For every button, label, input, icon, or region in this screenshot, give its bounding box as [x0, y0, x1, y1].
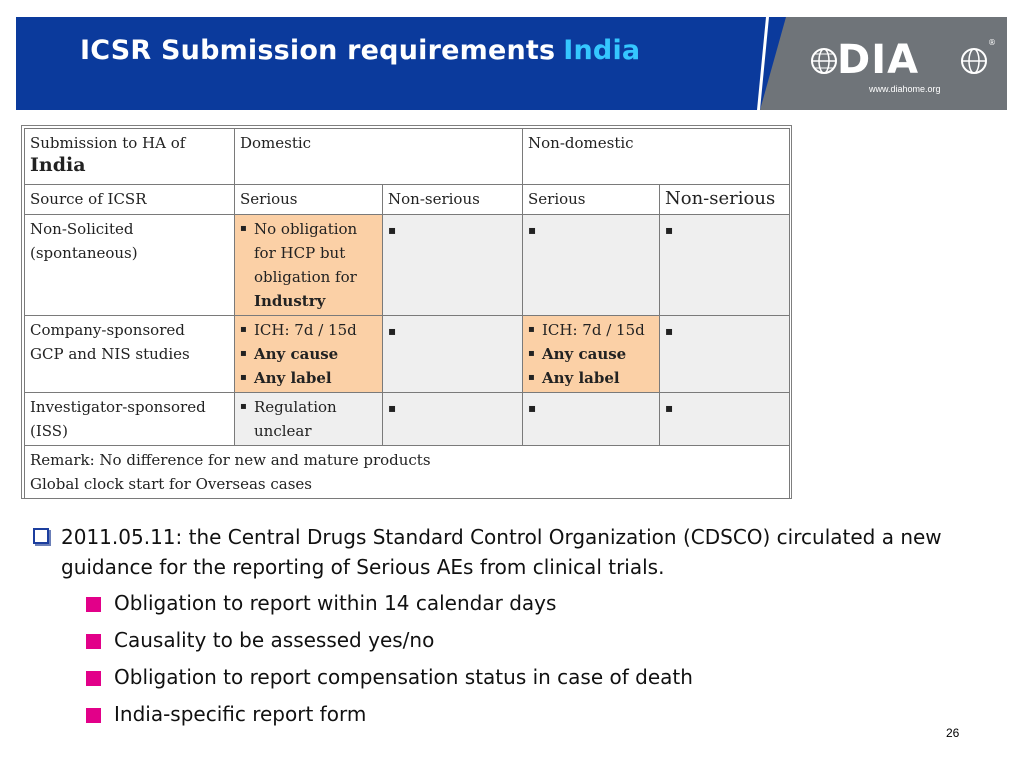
cell-bullet [528, 318, 654, 342]
table-cell [660, 316, 790, 393]
cell-text: Non-domestic [528, 134, 634, 152]
table-cell [25, 215, 235, 316]
table-cell [25, 129, 235, 185]
cell-bullet [240, 342, 377, 366]
table-row [25, 393, 790, 446]
table-cell-highlight [523, 316, 660, 393]
table-cell-highlight [235, 316, 383, 393]
sub-bullet-text: Causality to be assessed yes/no [114, 628, 435, 652]
table-cell [523, 185, 660, 215]
bullet-icon: ▪ [528, 348, 535, 359]
bullet-icon: ▪ [388, 324, 397, 338]
cell-text: Any label [254, 369, 332, 387]
bullet-icon: ▪ [665, 223, 674, 237]
table-cell [523, 393, 660, 446]
table-cell [25, 185, 235, 215]
cell-text: Remark: No difference for new and mature products [30, 451, 431, 469]
sub-bullet [33, 696, 993, 733]
dia-logo-word: DIA [837, 37, 920, 83]
main-bullet [33, 522, 993, 582]
square-bullet-icon [86, 634, 101, 649]
cell-text: Serious [240, 190, 298, 208]
cell-bullet [240, 366, 377, 390]
bullet-icon: ▪ [528, 401, 537, 415]
sub-bullet [33, 622, 993, 659]
slide-header [16, 17, 1007, 110]
cell-bullet [528, 342, 654, 366]
bullet-icon: ▪ [528, 223, 537, 237]
table-cell [660, 185, 790, 215]
table-cell [235, 393, 383, 446]
sub-bullet-text: Obligation to report compensation status in case of death [114, 665, 693, 689]
table-cell-domestic [235, 129, 523, 185]
registered-mark: ® [988, 38, 996, 47]
cell-text: Regulation [254, 398, 337, 416]
table-cell-nondomestic [523, 129, 790, 185]
bullet-icon: ▪ [240, 372, 247, 383]
square-bullet-icon [86, 708, 101, 723]
cell-text: obligation for [254, 268, 357, 286]
bullet-icon: ▪ [388, 223, 397, 237]
requirements-table [24, 128, 790, 499]
bullet-list [33, 522, 993, 733]
table-row [25, 129, 790, 185]
bullet-icon: ▪ [240, 348, 247, 359]
cell-bullet [240, 217, 377, 241]
table-cell [523, 215, 660, 316]
table-row [25, 185, 790, 215]
cell-text: Company-sponsored [30, 321, 185, 339]
cell-text: Any cause [254, 345, 339, 363]
cell-text: No obligation [254, 220, 358, 238]
table-cell [383, 316, 523, 393]
cell-text: (ISS) [30, 422, 68, 440]
cell-text: GCP and NIS studies [30, 345, 190, 363]
checkbox-bullet-icon [33, 528, 49, 544]
table-cell-remark [25, 446, 790, 499]
cell-text: Submission to HA of [30, 134, 186, 152]
cell-text: Investigator-sponsored [30, 398, 206, 416]
cell-text: Industry [254, 292, 326, 310]
bullet-icon: ▪ [240, 223, 247, 234]
table-cell-highlight [235, 215, 383, 316]
page-number: 26 [946, 726, 960, 740]
table-cell [660, 215, 790, 316]
cell-text: Any cause [542, 345, 627, 363]
table-cell [383, 185, 523, 215]
table-cell [25, 393, 235, 446]
bullet-icon: ▪ [240, 401, 247, 412]
cell-bullet [528, 366, 654, 390]
globe-icon [811, 41, 837, 81]
square-bullet-icon [86, 671, 101, 686]
table-row-remark [25, 446, 790, 499]
cell-text: Domestic [240, 134, 312, 152]
cell-text: unclear [254, 422, 312, 440]
cell-text: Serious [528, 190, 586, 208]
cell-text: Non-serious [665, 188, 776, 209]
requirements-table-frame [21, 125, 792, 499]
bullet-icon: ▪ [528, 372, 535, 383]
cell-text: Non-serious [388, 190, 480, 208]
slide-title-accent: India [563, 35, 641, 66]
cell-bullet [240, 395, 377, 419]
sub-bullet [33, 585, 993, 622]
table-cell [660, 393, 790, 446]
cell-text: for HCP but [254, 244, 346, 262]
bullet-icon: ▪ [528, 324, 535, 335]
cell-text: (spontaneous) [30, 244, 138, 262]
cell-text: Non-Solicited [30, 220, 134, 238]
dia-logo [811, 37, 996, 97]
square-bullet-icon [86, 597, 101, 612]
cell-text: Global clock start for Overseas cases [30, 475, 312, 493]
table-row [25, 215, 790, 316]
table-cell [235, 185, 383, 215]
cell-text-country: India [30, 154, 86, 176]
cell-bullet [240, 318, 377, 342]
cell-text: Any label [542, 369, 620, 387]
table-row [25, 316, 790, 393]
bullet-icon: ▪ [665, 324, 674, 338]
table-cell [25, 316, 235, 393]
sub-bullet-text: India-specific report form [114, 702, 367, 726]
cell-text: ICH: 7d / 15d [542, 321, 645, 339]
sub-bullet-text: Obligation to report within 14 calendar days [114, 591, 557, 615]
table-cell [383, 215, 523, 316]
slide-title-main: ICSR Submission requirements [80, 35, 556, 66]
bullet-icon: ▪ [388, 401, 397, 415]
bullet-icon: ▪ [240, 324, 247, 335]
globe-icon-right [961, 41, 987, 81]
cell-text: Source of ICSR [30, 190, 147, 208]
sub-bullet [33, 659, 993, 696]
cell-text: ICH: 7d / 15d [254, 321, 357, 339]
slide-title [80, 35, 640, 66]
bullet-icon: ▪ [665, 401, 674, 415]
table-cell [383, 393, 523, 446]
dia-url: www.diahome.org [869, 84, 941, 94]
main-bullet-text: 2011.05.11: the Central Drugs Standard Control Organization (CDSCO) circulated a new guidance for the reporting of Serious AEs from clinical trials. [61, 525, 942, 579]
